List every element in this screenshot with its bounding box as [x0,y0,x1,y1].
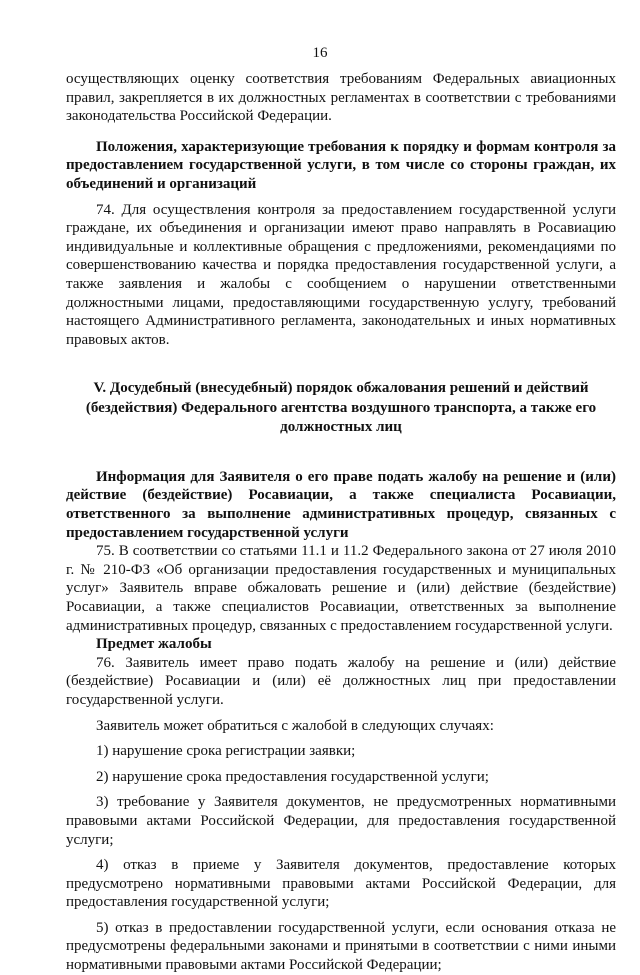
document-body [66,70,616,975]
section-v-title: V. Досудебный (внесудебный) порядок обжалования решений и действий (бездействия) Федерального агентства воздушного транспорта, а также его должностных лиц [85,380,597,436]
paragraph-74: 74. Для осуществления контроля за предоставлением государственной услуги граждане, их объединения и организации имеют право направлять в Росавиацию индивидуальные и коллективные обращения с предложениями, рекомендациями по совершенствованию качества и порядка предоставления государственной услуги, а также заявления и жалобы с сообщением о нарушении ответственными должностными лицами, предоставляющими государственную услугу, требований настоящего Административного регламента, законодательных и иных нормативных правовых актов. [66,201,616,348]
case-item-2: 2) нарушение срока предоставления государственной услуги; [96,768,489,785]
case-item-5: 5) отказ в предоставлении государственной услуги, если основания отказа не предусмотрены федеральными законами и принятыми в соответствии с ними иными нормативными правовыми актами Российской Федерации; [66,919,616,974]
paragraph-75: 75. В соответствии со статьями 11.1 и 11.2 Федерального закона от 27 июля 2010 г. № 210-ФЗ «Об организации предоставления государственных и муниципальных услуг» Заявитель вправе обжаловать решение и (или) действие (бездействие) Росавиации, а также специалистов Росавиации, ответственных за выполнение административных процедур, связанных с предоставлением государственной услуги. [66,543,616,634]
paragraph-cases-intro: Заявитель может обратиться с жалобой в следующих случаях: [96,717,494,734]
page-number: 16 [312,45,328,61]
paragraph-continuation: осуществляющих оценку соответствия требованиям Федеральных авиационных правил, закрепляется в их должностных регламентах в соответствии с требованиями законодательства Российской Федерации. [66,71,616,125]
heading-complaint-right: Информация для Заявителя о его праве подать жалобу на решение и (или) действие (бездействие) Росавиации, а также специалиста Росавиации, ответственного за выполнение административных процедур, связанных с предоставлением государственной услуги [66,468,616,541]
heading-complaint-subject: Предмет жалобы [96,636,212,653]
case-item-1: 1) нарушение срока регистрации заявки; [96,743,356,760]
heading-control-requirements: Положения, характеризующие требования к порядку и формам контроля за предоставлением государственной услуги, в том числе со стороны граждан, их объединений и организаций [66,138,616,192]
case-item-3: 3) требование у Заявителя документов, не предусмотренных нормативными правовыми актами Российской Федерации, для предоставления государственной услуги; [66,794,616,848]
case-item-4: 4) отказ в приеме у Заявителя документов, предоставление которых предусмотрено нормативными правовыми актами Российской Федерации, для предоставления государственной услуги; [66,857,616,911]
paragraph-76: 76. Заявитель имеет право подать жалобу на решение и (или) действие (бездействие) Росавиации и (или) её должностных лиц при предоставлении государственной услуги. [66,654,616,708]
